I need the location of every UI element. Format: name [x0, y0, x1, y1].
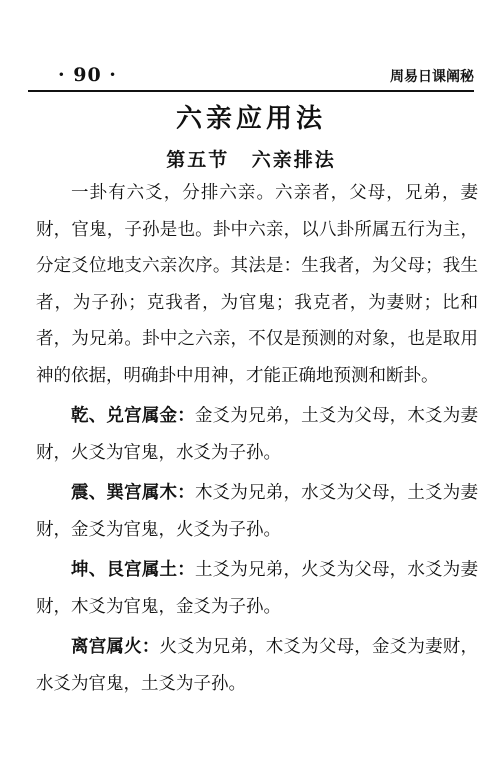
intro-paragraph: 一卦有六爻，分排六亲。六亲者，父母，兄弟，妻财，官鬼，子孙是也。卦中六亲，以八卦所属五行为主，分定爻位地支六亲次序。其法是：生我者，为父母；我生者，为子孙；克我者，为官鬼；我克者，为妻财；比和者，为兄弟。卦中之六亲，不仅是预测的对象，也是取用神的依据，明确卦中用神，才能正确地预测和断卦。: [36, 183, 478, 386]
palace-rule-paragraph: [36, 475, 478, 548]
page-number: · 90 ·: [58, 64, 117, 86]
palace-rule-lead: 坤、艮宫属土：: [71, 560, 195, 580]
palace-rule-lead: 乾、兑宫属金：: [71, 406, 195, 426]
chapter-title: 六亲应用法: [175, 104, 326, 134]
body-text: [36, 175, 478, 702]
palace-rule-text: 土爻为兄弟，火爻为父母，水爻为妻财，木爻为官鬼，金爻为子孙。: [36, 560, 479, 617]
palace-rule-lead: 震、巽宫属木：: [71, 483, 195, 503]
palace-rule-paragraph: [36, 398, 478, 471]
palace-rule-text: 木爻为兄弟，水爻为父母，土爻为妻财，金爻为官鬼，火爻为子孙。: [36, 483, 479, 540]
page-header: [28, 60, 474, 92]
palace-rule-paragraph: [36, 629, 478, 702]
palace-rule-lead: 离宫属火：: [71, 637, 160, 657]
palace-rule-text: 金爻为兄弟，土爻为父母，木爻为妻财，火爻为官鬼，水爻为子孙。: [36, 406, 479, 463]
palace-rule-paragraph: [36, 552, 478, 625]
running-title: 周易日课阐秘: [390, 69, 474, 85]
palace-rule-text: 火爻为兄弟，木爻为父母，金爻为妻财，水爻为官鬼，土爻为子孙。: [36, 637, 479, 694]
section-title: 第五节 六亲排法: [166, 149, 336, 171]
